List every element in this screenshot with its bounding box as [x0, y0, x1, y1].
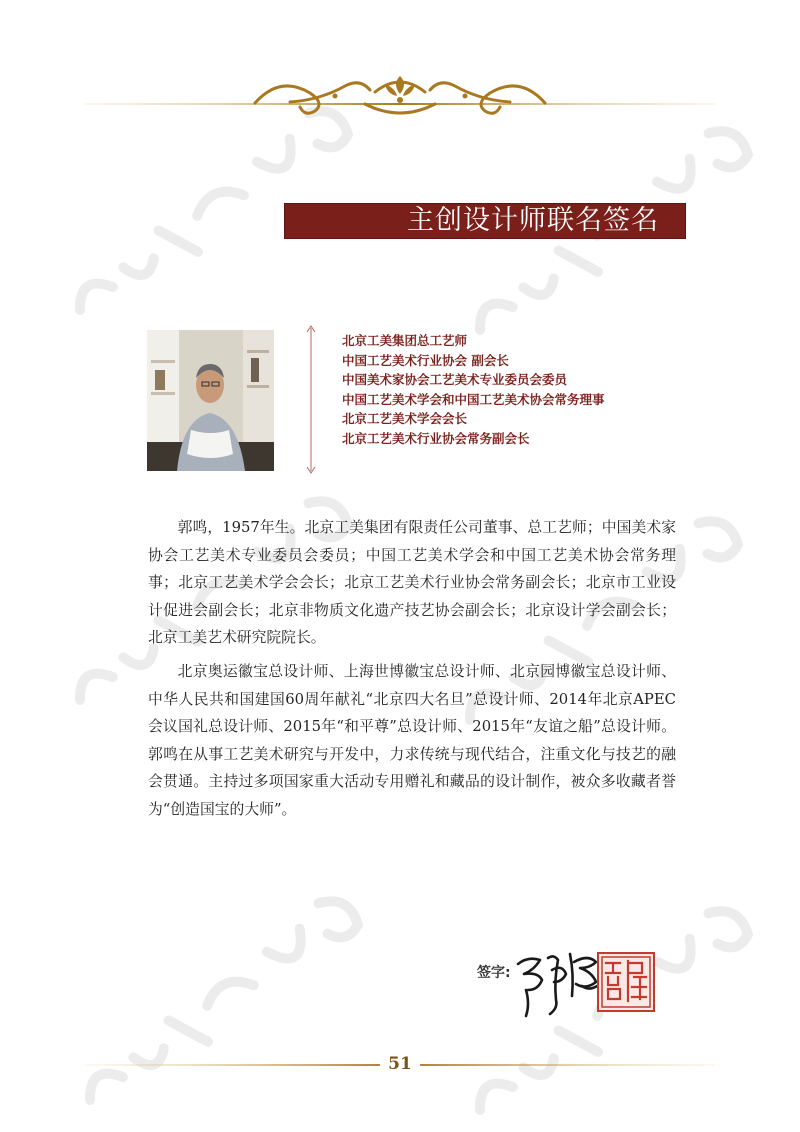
- bio-paragraph: 北京奥运徽宝总设计师、上海世博徽宝总设计师、北京园博徽宝总设计师、中华人民共和国建国60周年献礼“北京四大名旦”总设计师、2014年北京APEC会议国礼总设计师、2015年“和平尊”总设计师、2015年“友谊之船”总设计师。郭鸣在从事工艺美术研究与开发中，力求传统与现代结合，注重文化与技艺的融会贯通。主持过多项国家重大活动专用赠礼和藏品的设计制作，被众多收藏者誉为“创造国宝的大师”。: [148, 662, 676, 818]
- page-title: 主创设计师联名签名: [407, 205, 659, 236]
- scroll-ornament-icon: [85, 70, 715, 120]
- role-item: 北京工艺美术学会会长: [342, 411, 468, 427]
- role-item: 北京工美集团总工艺师: [342, 333, 468, 348]
- vertical-divider: [305, 322, 317, 477]
- role-item: 中国工艺美术行业协会 副会长: [342, 352, 509, 368]
- role-item: 中国工艺美术学会和中国工艺美术协会常务理事: [342, 391, 605, 407]
- portrait-photo: [147, 330, 274, 471]
- red-seal-stamp-icon: [596, 951, 656, 1013]
- page-number: 51: [380, 1054, 420, 1074]
- role-item: 北京工艺美术行业协会常务副会长: [342, 430, 530, 446]
- bio-paragraph: 郭鸣，1957年生。北京工美集团有限责任公司董事、总工艺师；中国美术家协会工艺美术专业委员会委员；中国工艺美术学会和中国工艺美术协会常务理事；北京工艺美术学会会长；北京工艺美术行业协会常务副会长；北京市工业设计促进会副会长；北京非物质文化遗产技艺协会副会长；北京设计学会副会长；北京工美艺术研究院院长。: [148, 519, 676, 647]
- signature-label: 签字:: [477, 965, 511, 981]
- handwritten-signature-icon: [512, 936, 604, 1018]
- title-banner: [285, 204, 685, 238]
- role-item: 中国美术家协会工艺美术专业委员会委员: [342, 372, 568, 388]
- roles-list: [342, 331, 605, 449]
- biography: [148, 514, 676, 830]
